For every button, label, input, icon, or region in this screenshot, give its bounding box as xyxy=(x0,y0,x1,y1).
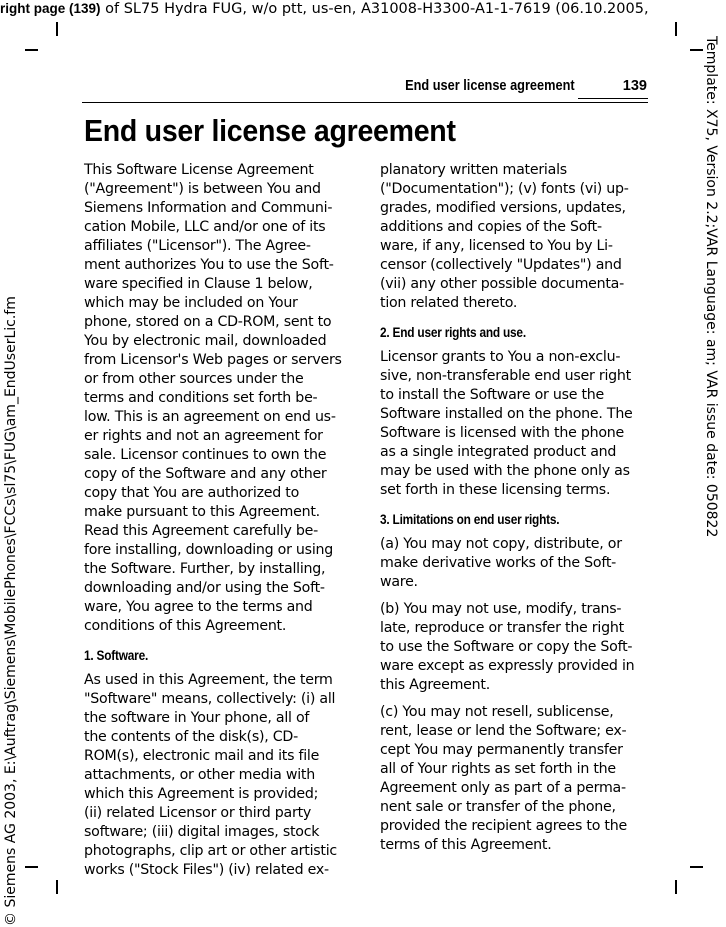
text-line: terms and conditions set forth be- xyxy=(84,390,318,406)
paragraph xyxy=(380,703,648,855)
text-line: terms of this Agreement. xyxy=(380,837,552,853)
text-line: ware except as expressly provided in xyxy=(380,658,635,674)
header-rule xyxy=(82,102,648,103)
text-line: set forth in these licensing terms. xyxy=(380,482,611,498)
text-line: Siemens Information and Communi- xyxy=(84,200,333,216)
text-line: copy of the Software and any other xyxy=(84,466,327,482)
section-heading: 1. Software. xyxy=(84,648,149,663)
text-line: low. This is an agreement on end us- xyxy=(84,409,336,425)
section-heading: 2. End user rights and use. xyxy=(380,325,526,340)
text-line: photographs, clip art or other artistic xyxy=(84,843,337,859)
text-line: ("Documentation"); (v) fonts (vi) up- xyxy=(380,181,629,197)
text-line: all of Your rights as set forth in the xyxy=(380,761,616,777)
text-line: the Software. Further, by installing, xyxy=(84,561,326,577)
text-line: or from other sources under the xyxy=(84,371,304,387)
text-line: Licensor grants to You a non-exclu- xyxy=(380,349,621,365)
text-line: phone, stored on a CD-ROM, sent to xyxy=(84,314,332,330)
text-line: which this Agreement is provided; xyxy=(84,786,319,802)
text-line: may be used with the phone only as xyxy=(380,463,630,479)
text-line: ("Agreement") is between You and xyxy=(84,181,321,197)
running-header xyxy=(84,78,647,104)
text-line: nent sale or transfer of the phone, xyxy=(380,799,616,815)
template-info-vertical: Template: X75, Version 2.2;VAR Language: am; VAR issue date: 050822 xyxy=(703,36,719,538)
paragraph xyxy=(84,161,352,636)
text-line: which may be included on Your xyxy=(84,295,298,311)
text-line: (a) You may not copy, distribute, or xyxy=(380,536,622,552)
text-line: Software installed on the phone. The xyxy=(380,406,633,422)
text-line: provided the recipient agrees to the xyxy=(380,818,627,834)
text-line: ROM(s), electronic mail and its file xyxy=(84,748,320,764)
text-line: the contents of the disk(s), CD- xyxy=(84,729,298,745)
text-line: copy that You are authorized to xyxy=(84,485,300,501)
text-line: censor (collectively "Updates") and xyxy=(380,257,622,273)
text-line: as a single integrated product and xyxy=(380,444,617,460)
text-line: planatory written materials xyxy=(380,162,567,178)
page-number: 139 xyxy=(622,78,647,94)
page-number-rule xyxy=(578,98,648,104)
text-line: ware specified in Clause 1 below, xyxy=(84,276,313,292)
text-line: additions and copies of the Soft- xyxy=(380,219,602,235)
text-line: the software in Your phone, all of xyxy=(84,710,310,726)
text-line: to use the Software or copy the Soft- xyxy=(380,639,633,655)
text-line: ware, if any, licensed to You by Li- xyxy=(380,238,613,254)
crop-mark xyxy=(25,49,38,51)
right-text-column xyxy=(380,161,648,855)
text-line: (vii) any other possible documenta- xyxy=(380,276,624,292)
running-header-title: End user license agreement xyxy=(405,78,575,94)
text-line: ment authorizes You to use the Soft- xyxy=(84,257,334,273)
crop-mark xyxy=(25,866,38,868)
paragraph xyxy=(84,671,352,880)
text-line: You by electronic mail, downloaded xyxy=(84,333,327,349)
text-line: rent, lease or lend the Software; ex- xyxy=(380,723,627,739)
text-line: cept You may permanently transfer xyxy=(380,742,623,758)
text-line: Agreement only as part of a perma- xyxy=(380,780,626,796)
paragraph xyxy=(380,535,648,592)
text-line: er rights and not an agreement for xyxy=(84,428,323,444)
text-line: downloading and/or using the Soft- xyxy=(84,580,325,596)
text-line: to install the Software or use the xyxy=(380,387,604,403)
text-line: conditions of this Agreement. xyxy=(84,618,287,634)
text-line: attachments, or other media with xyxy=(84,767,315,783)
page-heading: End user license agreement xyxy=(84,113,456,148)
text-line: This Software License Agreement xyxy=(84,162,314,178)
slug-details: of SL75 Hydra FUG, w/o ptt, us-en, A31008-H3300-A1-1-7619 (06.10.2005, xyxy=(100,1,649,17)
text-line: tion related thereto. xyxy=(380,295,518,311)
text-line: (ii) related Licensor or third party xyxy=(84,805,312,821)
text-line: As used in this Agreement, the term xyxy=(84,672,333,688)
copyright-path-vertical: © Siemens AG 2003, E:\Auftrag\Siemens\MobilePhones\FCCs\sl75\FUG\am_EndUserLic.fm xyxy=(3,296,19,926)
text-line: grades, modified versions, updates, xyxy=(380,200,626,216)
text-line: (c) You may not resell, sublicense, xyxy=(380,704,614,720)
text-line: Software is licensed with the phone xyxy=(380,425,624,441)
text-line: make derivative works of the Soft- xyxy=(380,555,617,571)
text-line: sale. Licensor continues to own the xyxy=(84,447,327,463)
text-line: software; (iii) digital images, stock xyxy=(84,824,320,840)
text-line: ware. xyxy=(380,574,418,590)
crop-mark xyxy=(56,22,58,36)
print-slug xyxy=(0,0,726,18)
text-line: affiliates ("Licensor"). The Agree- xyxy=(84,238,311,254)
crop-mark xyxy=(56,880,58,894)
text-line: late, reproduce or transfer the right xyxy=(380,620,624,636)
paragraph xyxy=(380,348,648,500)
text-line: this Agreement. xyxy=(380,677,490,693)
text-line: make pursuant to this Agreement. xyxy=(84,504,320,520)
paragraph xyxy=(380,161,648,313)
text-line: works ("Stock Files") (iv) related ex- xyxy=(84,862,329,878)
text-line: (b) You may not use, modify, trans- xyxy=(380,601,622,617)
slug-page-label: right page (139) xyxy=(0,1,101,16)
crop-mark xyxy=(675,880,677,894)
crop-mark xyxy=(675,22,677,36)
text-line: cation Mobile, LLC and/or one of its xyxy=(84,219,326,235)
left-text-column xyxy=(84,161,352,880)
text-line: Read this Agreement carefully be- xyxy=(84,523,318,539)
text-line: sive, non-transferable end user right xyxy=(380,368,631,384)
text-line: "Software" means, collectively: (i) all xyxy=(84,691,336,707)
text-line: fore installing, downloading or using xyxy=(84,542,334,558)
section-heading: 3. Limitations on end user rights. xyxy=(380,512,560,527)
crop-mark xyxy=(690,866,703,868)
crop-mark xyxy=(690,49,703,51)
text-line: ware, You agree to the terms and xyxy=(84,599,313,615)
paragraph xyxy=(380,600,648,695)
text-line: from Licensor's Web pages or servers xyxy=(84,352,342,368)
